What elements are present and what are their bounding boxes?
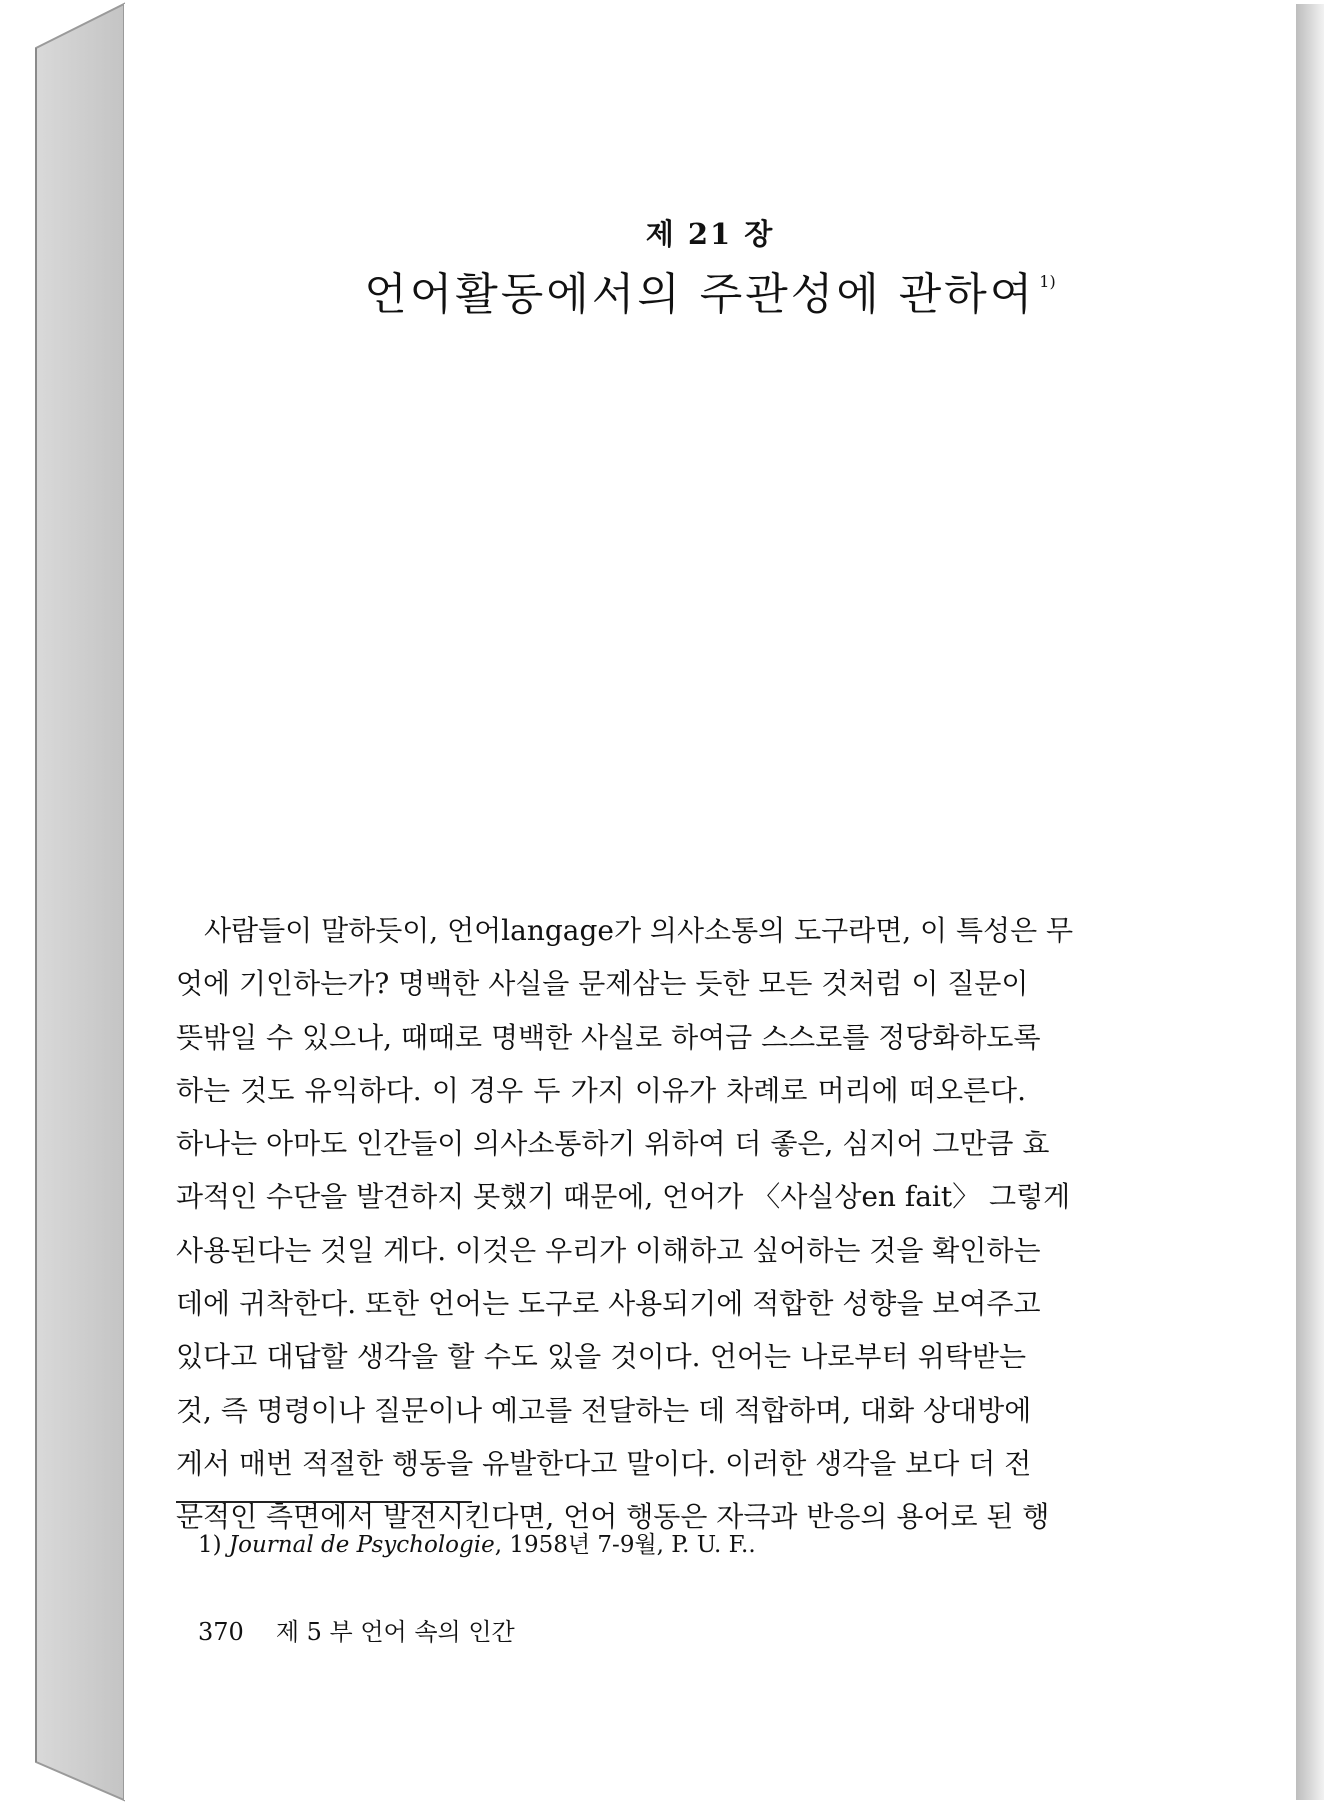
text-line: 뜻밖일 수 있으나, 때때로 명백한 사실로 하여금 스스로를 정당화하도록 (176, 1020, 1041, 1054)
page-right-shadow (1296, 4, 1324, 1800)
text-line: 과적인 수단을 발견하지 못했기 때문에, 언어가 〈사실상en fait〉 그렇게 (176, 1180, 1071, 1214)
text-line: 사람들이 말하듯이, 언어langage가 의사소통의 도구라면, 이 특성은 무 (204, 914, 1074, 947)
footnote-divider (176, 1501, 472, 1503)
page-number: 370 (198, 1618, 244, 1646)
chapter-title-text: 언어활동에서의 주관성에 관하여 (364, 269, 1036, 320)
text-line: 하는 것도 유익하다. 이 경우 두 가지 이유가 차례로 머리에 떠오른다. (176, 1073, 1026, 1107)
text-line: 데에 귀착한다. 또한 언어는 도구로 사용되기에 적합한 성향을 보여주고 (176, 1287, 1041, 1321)
body-paragraph (176, 904, 1074, 1544)
text-line: 하나는 아마도 인간들이 의사소통하기 위하여 더 좋은, 심지어 그만큼 효 (176, 1127, 1050, 1161)
running-footer: 제 5 부 언어 속의 인간 (275, 1618, 515, 1646)
chapter-number: 제 21 장 (645, 217, 775, 251)
footnote-marker: 1) (198, 1532, 222, 1558)
text-line: 엇에 기인하는가? 명백한 사실을 문제삼는 듯한 모든 것처럼 이 질문이 (176, 967, 1029, 1001)
footnote (198, 1526, 756, 1559)
footnote-details: , 1958년 7-9월, P. U. F.. (494, 1532, 756, 1558)
text-line: 사용된다는 것일 게다. 이것은 우리가 이해하고 싶어하는 것을 확인하는 (176, 1233, 1041, 1267)
page-footer (198, 1612, 515, 1647)
text-line: 있다고 대답할 생각을 할 수도 있을 것이다. 언어는 나로부터 위탁받는 (176, 1340, 1026, 1374)
text-line: 것, 즉 명령이나 질문이나 예고를 전달하는 데 적합하며, 대화 상대방에 (176, 1393, 1032, 1427)
text-line: 게서 매번 적절한 행동을 유발한다고 말이다. 이러한 생각을 보다 더 전 (176, 1446, 1032, 1480)
text-line: 문적인 측면에서 발전시킨다면, 언어 행동은 자극과 반응의 용어로 된 행 (176, 1500, 1050, 1534)
footnote-journal: Journal de Psychologie (228, 1532, 495, 1558)
chapter-title (124, 258, 1296, 322)
footnote-reference: 1) (1039, 272, 1056, 291)
